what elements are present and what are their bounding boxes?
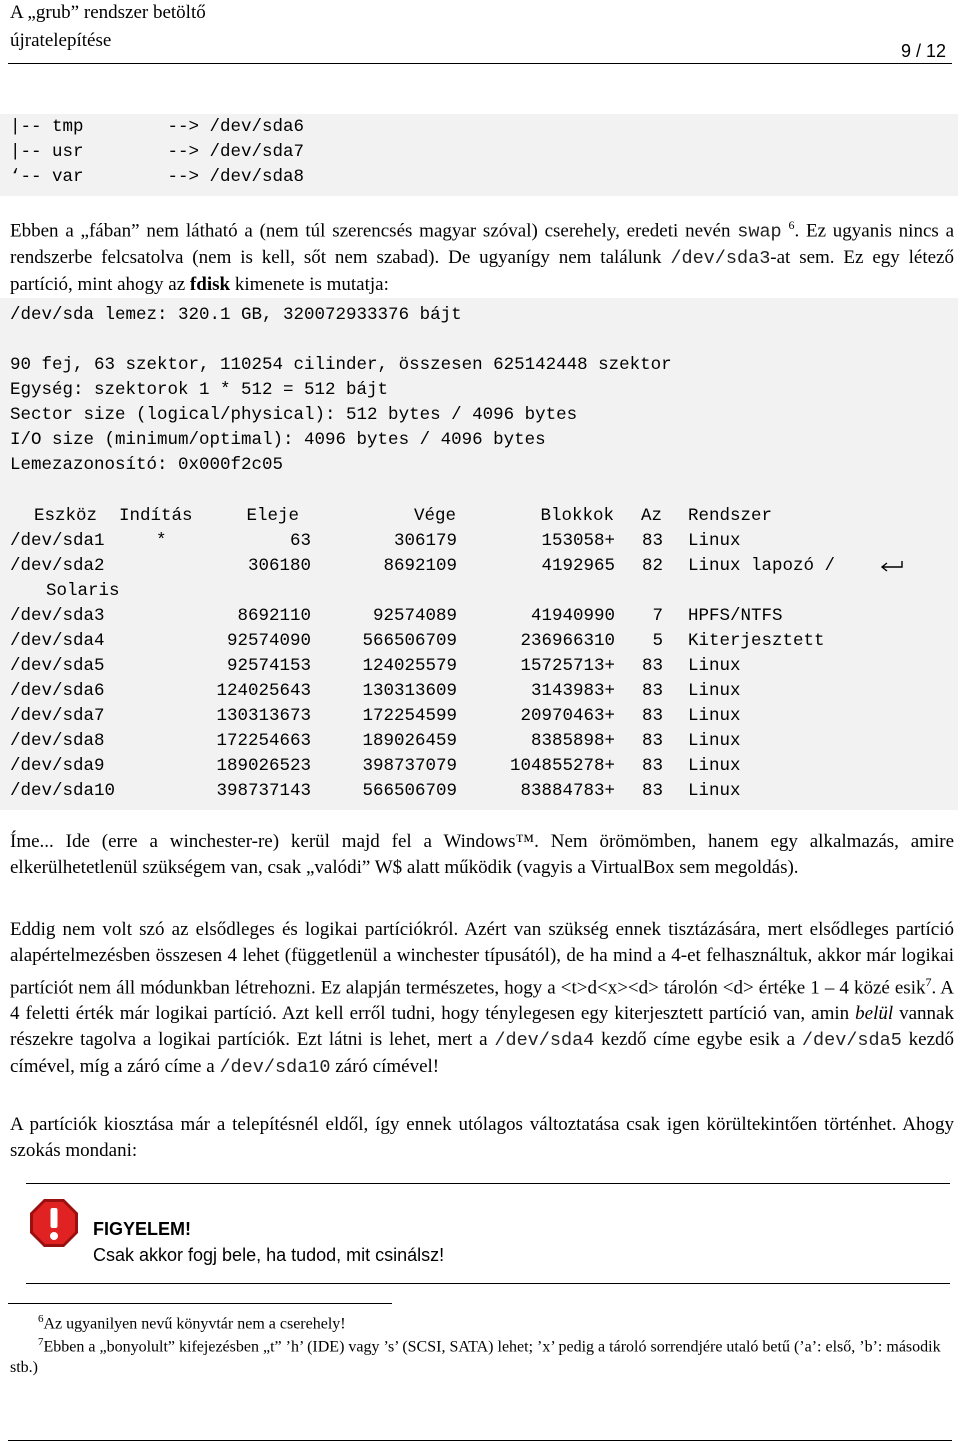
cell-id: 83 bbox=[641, 681, 663, 701]
cell-dev: /dev/sda10 bbox=[10, 781, 116, 801]
cell-id: 5 bbox=[652, 631, 663, 651]
cell-blocks: 104855278+ bbox=[509, 756, 615, 776]
cell-id: 83 bbox=[641, 781, 663, 801]
line-wrap-arrow-icon bbox=[880, 560, 904, 574]
cell-dev: /dev/sda3 bbox=[10, 606, 105, 626]
footnote-ref[interactable]: 6 bbox=[788, 218, 795, 232]
cell-start: 124025643 bbox=[216, 681, 311, 701]
cell-id: 82 bbox=[641, 556, 663, 576]
paragraph bbox=[10, 212, 954, 298]
cell-start: 130313673 bbox=[216, 706, 311, 726]
warning-top-rule bbox=[26, 1183, 950, 1184]
page-bottom-rule bbox=[8, 1440, 952, 1441]
text: kezdő címe egybe esik a bbox=[594, 1029, 802, 1051]
cell-end: 130313609 bbox=[362, 681, 457, 701]
cell-sys: Linux bbox=[688, 706, 741, 726]
inline-code: /dev/sda4 bbox=[494, 1030, 595, 1052]
paragraph bbox=[10, 1112, 954, 1164]
cell-start: 189026523 bbox=[216, 756, 311, 776]
column-header: Indítás bbox=[119, 506, 193, 526]
cell-dev: /dev/sda5 bbox=[10, 656, 105, 676]
code-line: Sector size (logical/physical): 512 bytes / 4096 bytes bbox=[10, 405, 578, 425]
cell-end: 566506709 bbox=[362, 631, 457, 651]
cell-sys: Linux lapozó / bbox=[688, 556, 836, 576]
cell-end: 124025579 bbox=[362, 656, 457, 676]
warning-text: Csak akkor fogj bele, ha tudod, mit csinálsz! bbox=[93, 1245, 445, 1265]
cell-blocks: 3143983+ bbox=[530, 681, 615, 701]
cell-start: 92574090 bbox=[226, 631, 311, 651]
footnote bbox=[10, 1309, 954, 1334]
cell-blocks: 236966310 bbox=[520, 631, 615, 651]
text: . A 4 feletti érték már logikai partíció. Azt kell erről tudni, hogy ténylegesen egy kiterjesztett partíció van, amin bbox=[10, 977, 954, 1025]
paragraph bbox=[10, 917, 954, 1081]
text: Íme... Ide (erre a winchester-re) kerül majd fel a Windows™. Nem örömömben, hanem egy alkalmazás, amire elkerülhetetlenül szükségem van, csak „valódi” W$ alatt működik (vagyis a VirtualBox sem megoldás). bbox=[10, 831, 954, 878]
text: vannak részekre tagolva a logikai partíciók. Ezt látni is lehet, mert a bbox=[10, 1003, 954, 1051]
cell-blocks: 153058+ bbox=[541, 531, 615, 551]
code-line: ‘-- var --> /dev/sda8 bbox=[10, 167, 305, 187]
cell-dev: /dev/sda2 bbox=[10, 556, 105, 576]
column-header: Az bbox=[640, 506, 662, 526]
header-title bbox=[10, 0, 206, 54]
warning-bottom-rule bbox=[26, 1283, 950, 1284]
cell-sys-continuation: Solaris bbox=[46, 581, 120, 601]
stop-sign-icon bbox=[28, 1197, 80, 1249]
inline-code: /dev/sda3 bbox=[670, 248, 771, 270]
cell-dev: /dev/sda9 bbox=[10, 756, 105, 776]
cell-id: 83 bbox=[641, 656, 663, 676]
cell-end: 189026459 bbox=[362, 731, 457, 751]
warning-title: FIGYELEM! bbox=[93, 1219, 191, 1239]
code-line: /dev/sda lemez: 320.1 GB, 320072933376 bájt bbox=[10, 305, 462, 325]
cell-id: 83 bbox=[641, 531, 663, 551]
cell-blocks: 8385898+ bbox=[530, 731, 615, 751]
cell-start: 172254663 bbox=[216, 731, 311, 751]
cell-sys: Linux bbox=[688, 531, 741, 551]
cell-blocks: 83884783+ bbox=[520, 781, 615, 801]
cell-end: 306179 bbox=[393, 531, 457, 551]
footnote-ref[interactable]: 7 bbox=[925, 975, 932, 989]
emphasis: belül bbox=[855, 1003, 894, 1025]
cell-dev: /dev/sda1 bbox=[10, 531, 105, 551]
cell-dev: /dev/sda4 bbox=[10, 631, 105, 651]
header-rule bbox=[8, 63, 952, 64]
cell-sys: Linux bbox=[688, 656, 741, 676]
inline-code: /dev/sda10 bbox=[219, 1057, 331, 1079]
cell-sys: Linux bbox=[688, 681, 741, 701]
code-line: |-- usr --> /dev/sda7 bbox=[10, 142, 305, 162]
cell-id: 83 bbox=[641, 731, 663, 751]
command-name: fdisk bbox=[189, 274, 231, 296]
column-header: Eleje bbox=[246, 506, 299, 526]
text: . Ez ugyanis nincs a rendszerbe felcsatolva (nem is kell, sőt nem szabad). De ugyanígy nem találunk bbox=[10, 220, 954, 269]
text: kezdő címével, míg a záró címe a bbox=[10, 1029, 954, 1078]
cell-end: 566506709 bbox=[362, 781, 457, 801]
cell-start: 8692110 bbox=[237, 606, 311, 626]
text: Ebben a „fában” nem látható a (nem túl szerencsés magyar szóval) cserehely, eredeti nevén bbox=[10, 220, 738, 242]
cell-sys: HPFS/NTFS bbox=[688, 606, 783, 626]
cell-dev: /dev/sda7 bbox=[10, 706, 105, 726]
cell-sys: Linux bbox=[688, 781, 741, 801]
footnote bbox=[10, 1332, 954, 1378]
footnote-rule bbox=[8, 1303, 392, 1304]
cell-blocks: 20970463+ bbox=[520, 706, 615, 726]
cell-id: 83 bbox=[641, 756, 663, 776]
cell-boot: * bbox=[156, 531, 167, 551]
cell-blocks: 4192965 bbox=[541, 556, 615, 576]
inline-code: swap bbox=[737, 221, 782, 243]
code-line: I/O size (minimum/optimal): 4096 bytes / 4096 bytes bbox=[10, 430, 546, 450]
column-header: Eszköz bbox=[34, 506, 98, 526]
cell-blocks: 15725713+ bbox=[520, 656, 615, 676]
text: Eddig nem volt szó az elsődleges és logikai partíciókról. Azért van szükség ennek tisztázására, mert elsődleges partíció alapértelmezésben összesen 4 lehet (függetlenül a winchester típusától), de ha mind a 4-et felhasználtuk, akkor már logikai partíciót nem áll módunkban létrehozni. Ez alapján természetes, hogy a <t>d<x><d> tárolón <d> értéke 1 – 4 közé esik bbox=[10, 919, 954, 999]
column-header: Rendszer bbox=[688, 506, 773, 526]
cell-sys: Linux bbox=[688, 731, 741, 751]
inline-code: /dev/sda5 bbox=[801, 1030, 902, 1052]
cell-end: 172254599 bbox=[362, 706, 457, 726]
code-line: Egység: szektorok 1 * 512 = 512 bájt bbox=[10, 380, 389, 400]
header-title-line2: újratelepítése bbox=[10, 30, 112, 51]
footnote-number: 6 bbox=[38, 1313, 44, 1325]
column-header: Vége bbox=[413, 506, 456, 526]
cell-start: 92574153 bbox=[226, 656, 311, 676]
column-header: Blokkok bbox=[540, 506, 614, 526]
text: A partíciók kiosztása már a telepítésnél eldől, így ennek utólagos változtatása csak igen körültekintően történhet. Ahogy szokás mondani: bbox=[10, 1114, 954, 1161]
text: kimenete is mutatja: bbox=[230, 274, 389, 296]
cell-end: 92574089 bbox=[372, 606, 457, 626]
cell-start: 306180 bbox=[247, 556, 311, 576]
page-number: 9 / 12 bbox=[900, 41, 946, 61]
cell-sys: Linux bbox=[688, 756, 741, 776]
cell-dev: /dev/sda6 bbox=[10, 681, 105, 701]
cell-end: 8692109 bbox=[383, 556, 457, 576]
text: -at sem. Ez egy létező partíció, mint ahogy az bbox=[10, 247, 954, 296]
tree-code-block bbox=[0, 114, 958, 196]
header-title-line1: A „grub” rendszer betöltő bbox=[10, 2, 206, 23]
cell-start: 63 bbox=[289, 531, 311, 551]
footnote-text: Az ugyanilyen nevű könyvtár nem a cserehely! bbox=[43, 1315, 346, 1333]
code-line: Lemezazonosító: 0x000f2c05 bbox=[10, 455, 284, 475]
paragraph bbox=[10, 829, 954, 881]
cell-end: 398737079 bbox=[362, 756, 457, 776]
text: záró címével! bbox=[330, 1056, 440, 1078]
code-line: 90 fej, 63 szektor, 110254 cilinder, összesen 625142448 szektor bbox=[10, 355, 672, 375]
cell-sys: Kiterjesztett bbox=[688, 631, 825, 651]
cell-id: 7 bbox=[652, 606, 663, 626]
cell-blocks: 41940990 bbox=[530, 606, 615, 626]
footnote-text: Ebben a „bonyolult” kifejezésben „t” ’h’ (IDE) vagy ’s’ (SCSI, SATA) lehet; ’x’ pedig a tároló sorrendjére utaló betű (’a’: első, ’b’: második stb.) bbox=[10, 1338, 941, 1377]
cell-dev: /dev/sda8 bbox=[10, 731, 105, 751]
fdisk-code-block bbox=[0, 298, 958, 810]
cell-start: 398737143 bbox=[216, 781, 311, 801]
footnote-number: 7 bbox=[38, 1336, 44, 1348]
cell-id: 83 bbox=[641, 706, 663, 726]
code-line: |-- tmp --> /dev/sda6 bbox=[10, 117, 305, 137]
